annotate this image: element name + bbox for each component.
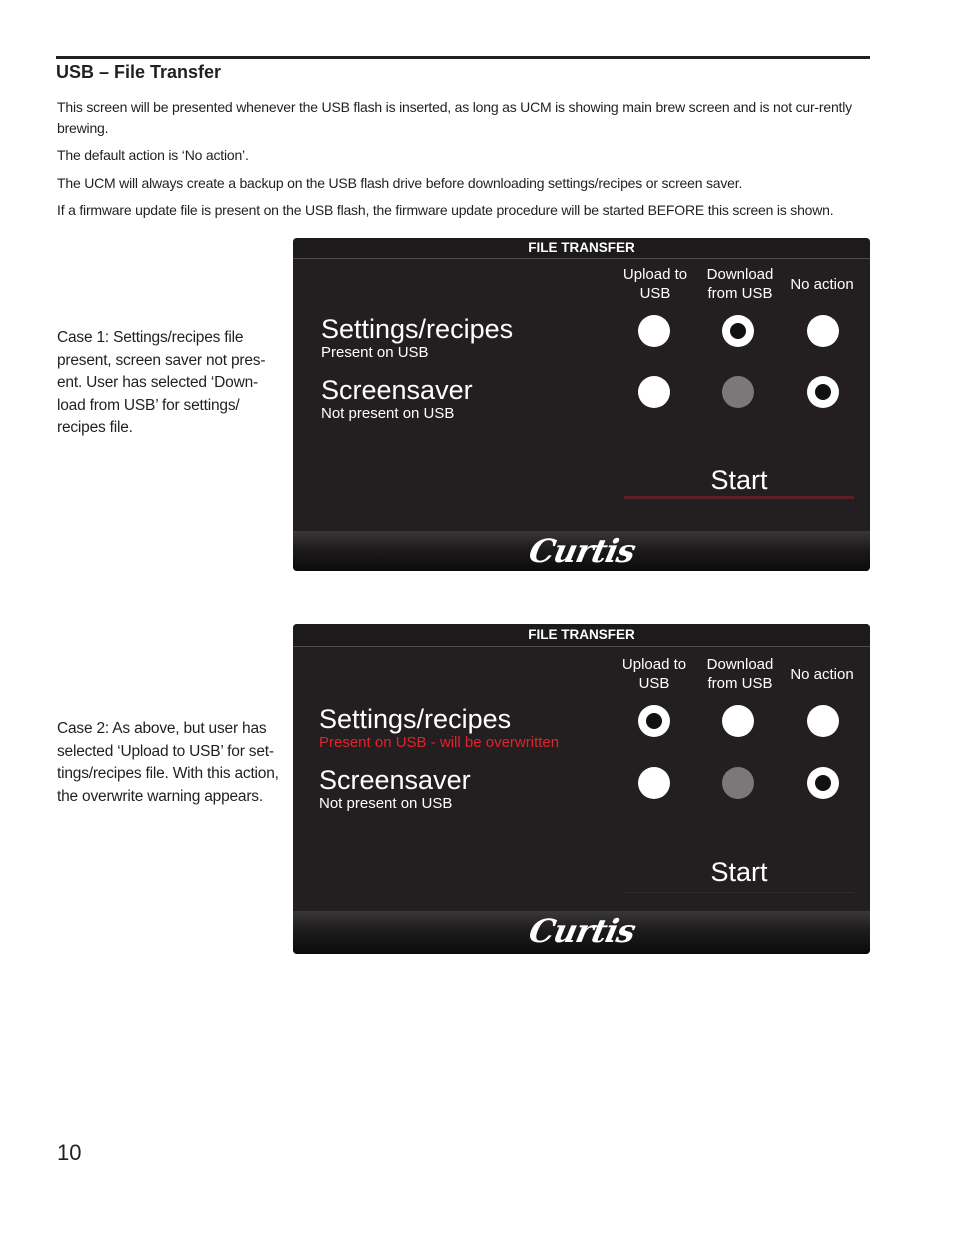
row-warning-overwrite: Present on USB - will be overwritten [319,734,560,751]
radio-settings-download[interactable] [722,705,754,737]
radio-screensaver-upload[interactable] [638,376,670,408]
screen-title: FILE TRANSFER [293,624,870,647]
case-1-caption: Case 1: Settings/recipes file present, screen saver not pres-ent. User has selected ‘Down-load from USB’ for settings/ recipes file. [57,329,266,436]
section-top-rule [56,56,870,59]
row-status-settings-recipes: Present on USB [321,344,429,361]
row-title-screensaver: Screensaver [319,765,471,795]
radio-settings-no-action[interactable] [807,315,839,347]
start-button-underline [624,496,854,499]
radio-screensaver-no-action-selected[interactable] [807,767,839,799]
page-number: 10 [57,1140,82,1165]
case-2-caption: Case 2: As above, but user has selected ‘Upload to USB’ for set-tings/recipes file. With this action, the overwrite warning appears. [57,720,279,805]
column-header-no-action: No action [790,276,854,293]
backup-paragraph: The UCM will always create a backup on the USB flash drive before downloading settings/recipes or screen saver. [57,175,743,191]
file-transfer-screen-case-2 [293,624,870,954]
curtis-logo: Curtis [525,912,638,950]
radio-settings-download-selected[interactable] [722,315,754,347]
radio-settings-upload[interactable] [638,315,670,347]
screen-title: FILE TRANSFER [293,238,870,259]
row-title-screensaver: Screensaver [321,375,473,405]
curtis-logo: Curtis [525,532,638,570]
start-button[interactable]: Start [710,857,768,887]
column-header-download: Download from USB [706,266,774,302]
column-header-download: Download from USB [706,656,774,692]
row-title-settings-recipes: Settings/recipes [319,704,512,734]
start-button-underline [624,892,854,893]
intro-paragraph: This screen will be presented whenever the USB flash is inserted, as long as UCM is showing main brew screen and is not cur-rently brewing. [57,99,852,136]
row-status-screensaver: Not present on USB [321,405,455,422]
radio-screensaver-download-disabled [722,376,754,408]
firmware-paragraph: If a firmware update file is present on the USB flash, the firmware update procedure will be started BEFORE this screen is shown. [57,202,834,218]
radio-screensaver-download-disabled [722,767,754,799]
column-header-upload: Upload to USB [622,266,688,302]
screen-footer [293,911,870,954]
radio-screensaver-upload[interactable] [638,767,670,799]
start-button[interactable]: Start [710,465,768,495]
row-title-settings-recipes: Settings/recipes [321,314,514,344]
radio-screensaver-no-action-selected[interactable] [807,376,839,408]
default-action-paragraph: The default action is ‘No action’. [57,147,249,163]
column-header-no-action: No action [790,666,854,683]
radio-settings-no-action[interactable] [807,705,839,737]
file-transfer-screen-case-1 [293,238,870,571]
row-status-screensaver: Not present on USB [319,795,453,812]
screen-footer [293,531,870,571]
section-heading: USB – File Transfer [56,62,222,82]
radio-settings-upload-selected[interactable] [638,705,670,737]
column-header-upload: Upload to USB [621,656,687,692]
